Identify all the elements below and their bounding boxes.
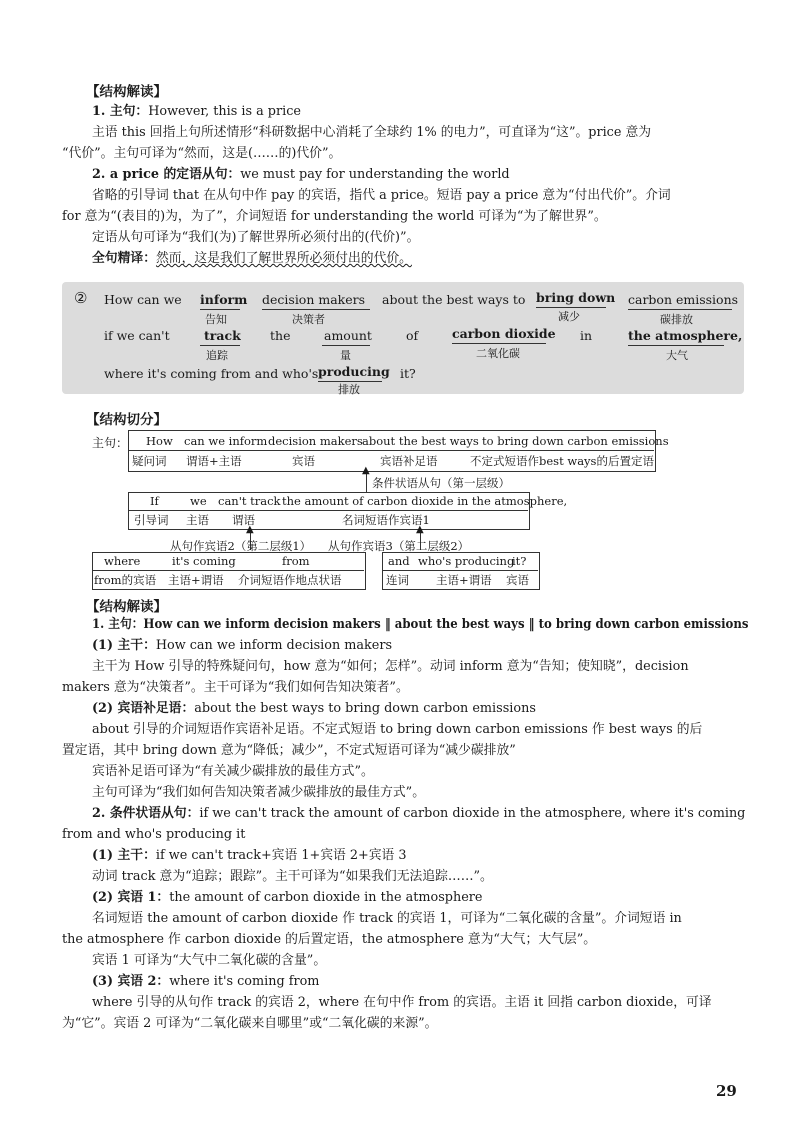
sub-point-text: if we can't track+宾语 1+宾语 2+宾语 3 bbox=[155, 848, 407, 863]
sentence-keyword: bring down bbox=[536, 290, 616, 305]
sentence-keyword: inform bbox=[200, 292, 248, 307]
paragraph-line: 主干为 How 引导的特殊疑问句，how 意为“如何；怎样”。动词 inform 意为“告知；使知晓”，decision bbox=[92, 659, 689, 674]
sub-point-complement bbox=[92, 700, 536, 717]
cond-en: we bbox=[190, 494, 207, 508]
keyword-gloss: 减少 bbox=[558, 310, 580, 323]
obj2-en: where bbox=[104, 554, 141, 568]
main-zh: 宾语 bbox=[292, 454, 315, 468]
sentence-keyword: amount bbox=[324, 328, 372, 343]
cond-zh: 名词短语作宾语1 bbox=[342, 513, 430, 527]
point-2-attributive-clause bbox=[92, 166, 510, 183]
keyword-underline bbox=[452, 343, 546, 344]
section-header-structure: 【结构切分】 bbox=[86, 412, 167, 428]
point-1-main-clause bbox=[92, 103, 301, 120]
main-en: How bbox=[146, 434, 173, 448]
full-translation bbox=[92, 250, 412, 267]
paragraph-line: 动词 track 意为“追踪；跟踪”。主干可译为“如果我们无法追踪……”。 bbox=[92, 869, 493, 884]
obj2-zh: 介词短语作地点状语 bbox=[238, 573, 342, 587]
main-en: about the best ways bbox=[362, 434, 479, 448]
point-2-conditional bbox=[92, 805, 745, 822]
main-clause-label: 主句： bbox=[92, 436, 129, 450]
full-translation-label: 全句精译： bbox=[92, 251, 156, 266]
obj3-zh: 主语+谓语 bbox=[436, 573, 492, 587]
sentence-keyword: carbon emissions bbox=[628, 292, 739, 307]
sub-point-label: (3) 宾语 2： bbox=[92, 974, 170, 989]
paragraph-line: 主句可译为“我们如何告知决策者减少碳排放的最佳方式”。 bbox=[92, 785, 426, 800]
sub-point-trunk bbox=[92, 847, 407, 864]
cond-en: can't track bbox=[218, 494, 281, 508]
obj2-label: 从句作宾语2（第二层级1） bbox=[170, 539, 312, 553]
paragraph-line: 主语 this 回指上句所述情形“科研数据中心消耗了全球约 1% 的电力”，可直译为“这”。price 意为 bbox=[92, 125, 652, 140]
main-en: decision makers bbox=[268, 434, 363, 448]
keyword-underline bbox=[200, 309, 240, 310]
obj3-zh: 宾语 bbox=[506, 573, 529, 587]
full-translation-text: 然而，这是我们了解世界所必须付出的代价。 bbox=[155, 251, 412, 266]
main-en: can we inform bbox=[184, 434, 268, 448]
cond-en: If bbox=[150, 494, 159, 508]
section-header-analysis-1: 【结构解读】 bbox=[86, 84, 167, 100]
paragraph-line: “代价”。主句可译为“然而，这是(……的)代价”。 bbox=[62, 146, 342, 161]
sub-point-label: (2) 宾语补足语： bbox=[92, 701, 195, 716]
main-zh: 谓语+主语 bbox=[186, 454, 242, 468]
point-label: 2. 条件状语从句： bbox=[92, 806, 200, 821]
divider bbox=[92, 570, 364, 571]
sentence-word: the bbox=[270, 328, 291, 343]
arrow-up-icon: ▲ bbox=[416, 524, 424, 535]
paragraph-line: 宾语 1 可译为“大气中二氧化碳的含量”。 bbox=[92, 953, 327, 968]
keyword-underline bbox=[628, 309, 732, 310]
sentence-keyword: decision makers bbox=[262, 292, 366, 307]
sub-point-text: the amount of carbon dioxide in the atmosphere bbox=[169, 890, 483, 905]
sub-point-label: (1) 主干： bbox=[92, 848, 156, 863]
obj2-zh: from的宾语 bbox=[94, 573, 157, 587]
paragraph-line: the atmosphere 作 carbon dioxide 的后置定语，the atmosphere 意为“大气；大气层”。 bbox=[62, 932, 597, 947]
sentence-word: where it's coming from and who's bbox=[104, 366, 319, 381]
main-zh: 不定式短语作best ways的后置定语 bbox=[470, 454, 654, 468]
obj3-en: and bbox=[388, 554, 410, 568]
obj3-zh: 连词 bbox=[386, 573, 409, 587]
keyword-gloss: 碳排放 bbox=[660, 313, 693, 326]
obj3-en: it? bbox=[512, 554, 527, 568]
paragraph-line: 置定语，其中 bring down 意为“降低；减少”，不定式短语可译为“减少碳排放” bbox=[62, 743, 516, 758]
divider bbox=[128, 510, 528, 511]
cond-en: the amount of carbon dioxide in the atmosphere, bbox=[282, 494, 568, 508]
sub-point-label: (2) 宾语 1： bbox=[92, 890, 170, 905]
cond-zh: 主语 bbox=[186, 513, 209, 527]
page-number: 29 bbox=[716, 1082, 737, 1100]
section-header-analysis-2: 【结构解读】 bbox=[86, 599, 167, 615]
point-label: 1. 主句： bbox=[92, 104, 149, 119]
paragraph-line: 定语从句可译为“我们(为)了解世界所必须付出的(代价)”。 bbox=[92, 230, 420, 245]
keyword-gloss: 决策者 bbox=[292, 313, 325, 326]
obj2-zh: 主语+谓语 bbox=[168, 573, 224, 587]
arrow-up-icon: ▲ bbox=[362, 465, 370, 476]
keyword-underline bbox=[628, 345, 724, 346]
arrow-up-icon: ▲ bbox=[246, 524, 254, 535]
keyword-underline bbox=[262, 309, 370, 310]
divider bbox=[382, 570, 538, 571]
paragraph-line: 为“它”。宾语 2 可译为“二氧化碳来自哪里”或“二氧化碳的来源”。 bbox=[62, 1016, 438, 1031]
sentence-number: ② bbox=[74, 289, 88, 307]
sub-point-text: about the best ways to bring down carbon emissions bbox=[194, 701, 536, 716]
keyword-underline bbox=[322, 345, 370, 346]
keyword-gloss: 排放 bbox=[338, 383, 360, 396]
obj2-en: it's coming bbox=[172, 554, 236, 568]
sub-point-trunk bbox=[92, 637, 392, 654]
sentence-keyword: track bbox=[204, 328, 241, 343]
cond-zh: 引导词 bbox=[134, 513, 169, 527]
cond-clause-label: 条件状语从句（第一层级） bbox=[372, 476, 510, 490]
sub-point-object-1 bbox=[92, 889, 482, 906]
paragraph-line: 宾语补足语可译为“有关减少碳排放的最佳方式”。 bbox=[92, 764, 374, 779]
point-label: 2. a price 的定语从句： bbox=[92, 167, 241, 182]
main-en: to bring down carbon emissions bbox=[482, 434, 669, 448]
sentence-word: if we can't bbox=[104, 328, 170, 343]
main-zh: 宾语补足语 bbox=[380, 454, 438, 468]
paragraph-line: from and who's producing it bbox=[62, 827, 246, 842]
sentence-keyword: the atmosphere, bbox=[628, 328, 743, 343]
sentence-word: it? bbox=[400, 366, 416, 381]
paragraph-line: where 引导的从句作 track 的宾语 2，where 在句中作 from 的宾语。主语 it 回指 carbon dioxide，可译 bbox=[92, 995, 712, 1010]
sub-point-text: How can we inform decision makers bbox=[155, 638, 393, 653]
sentence-word: of bbox=[406, 328, 419, 343]
sub-point-text: where it's coming from bbox=[169, 974, 320, 989]
point-1-main-clause: 1. 主句：How can we inform decision makers ‖ about the best ways ‖ to bring down carbon emissions bbox=[92, 617, 749, 632]
point-text: we must pay for understanding the world bbox=[240, 167, 510, 182]
sentence-word: in bbox=[580, 328, 593, 343]
point-text: However, this is a price bbox=[148, 104, 301, 119]
divider bbox=[128, 450, 654, 451]
paragraph-line: 名词短语 the amount of carbon dioxide 作 track 的宾语 1，可译为“二氧化碳的含量”。介词短语 in bbox=[92, 911, 682, 926]
paragraph-line: about 引导的介词短语作宾语补足语。不定式短语 to bring down carbon emissions 作 best ways 的后 bbox=[92, 722, 703, 737]
keyword-gloss: 量 bbox=[340, 349, 351, 362]
cond-zh: 谓语 bbox=[232, 513, 255, 527]
point-text: if we can't track the amount of carbon dioxide in the atmosphere, where it's coming bbox=[199, 806, 746, 821]
obj2-en: from bbox=[282, 554, 310, 568]
main-zh: 疑问词 bbox=[132, 454, 167, 468]
paragraph-line: for 意为“(表目的)为，为了”，介词短语 for understanding the world 可译为“为了解世界”。 bbox=[62, 209, 607, 224]
paragraph-line: makers 意为“决策者”。主干可译为“我们如何告知决策者”。 bbox=[62, 680, 409, 695]
keyword-gloss: 二氧化碳 bbox=[476, 347, 520, 360]
sentence-keyword: carbon dioxide bbox=[452, 326, 556, 341]
keyword-gloss: 大气 bbox=[666, 349, 688, 362]
keyword-underline bbox=[200, 345, 240, 346]
paragraph-line: 省略的引导词 that 在从句中作 pay 的宾语，指代 a price。短语 pay a price 意为“付出代价”。介词 bbox=[92, 188, 671, 203]
sub-point-label: (1) 主干： bbox=[92, 638, 156, 653]
obj3-label: 从句作宾语3（第二层级2） bbox=[328, 539, 470, 553]
keyword-gloss: 告知 bbox=[205, 313, 227, 326]
sentence-word: How can we bbox=[104, 292, 182, 307]
sentence-word: about the best ways to bbox=[382, 292, 526, 307]
obj3-en: who's producing bbox=[418, 554, 515, 568]
sub-point-object-2 bbox=[92, 973, 319, 990]
keyword-gloss: 追踪 bbox=[206, 349, 228, 362]
sentence-keyword: producing bbox=[318, 364, 390, 379]
